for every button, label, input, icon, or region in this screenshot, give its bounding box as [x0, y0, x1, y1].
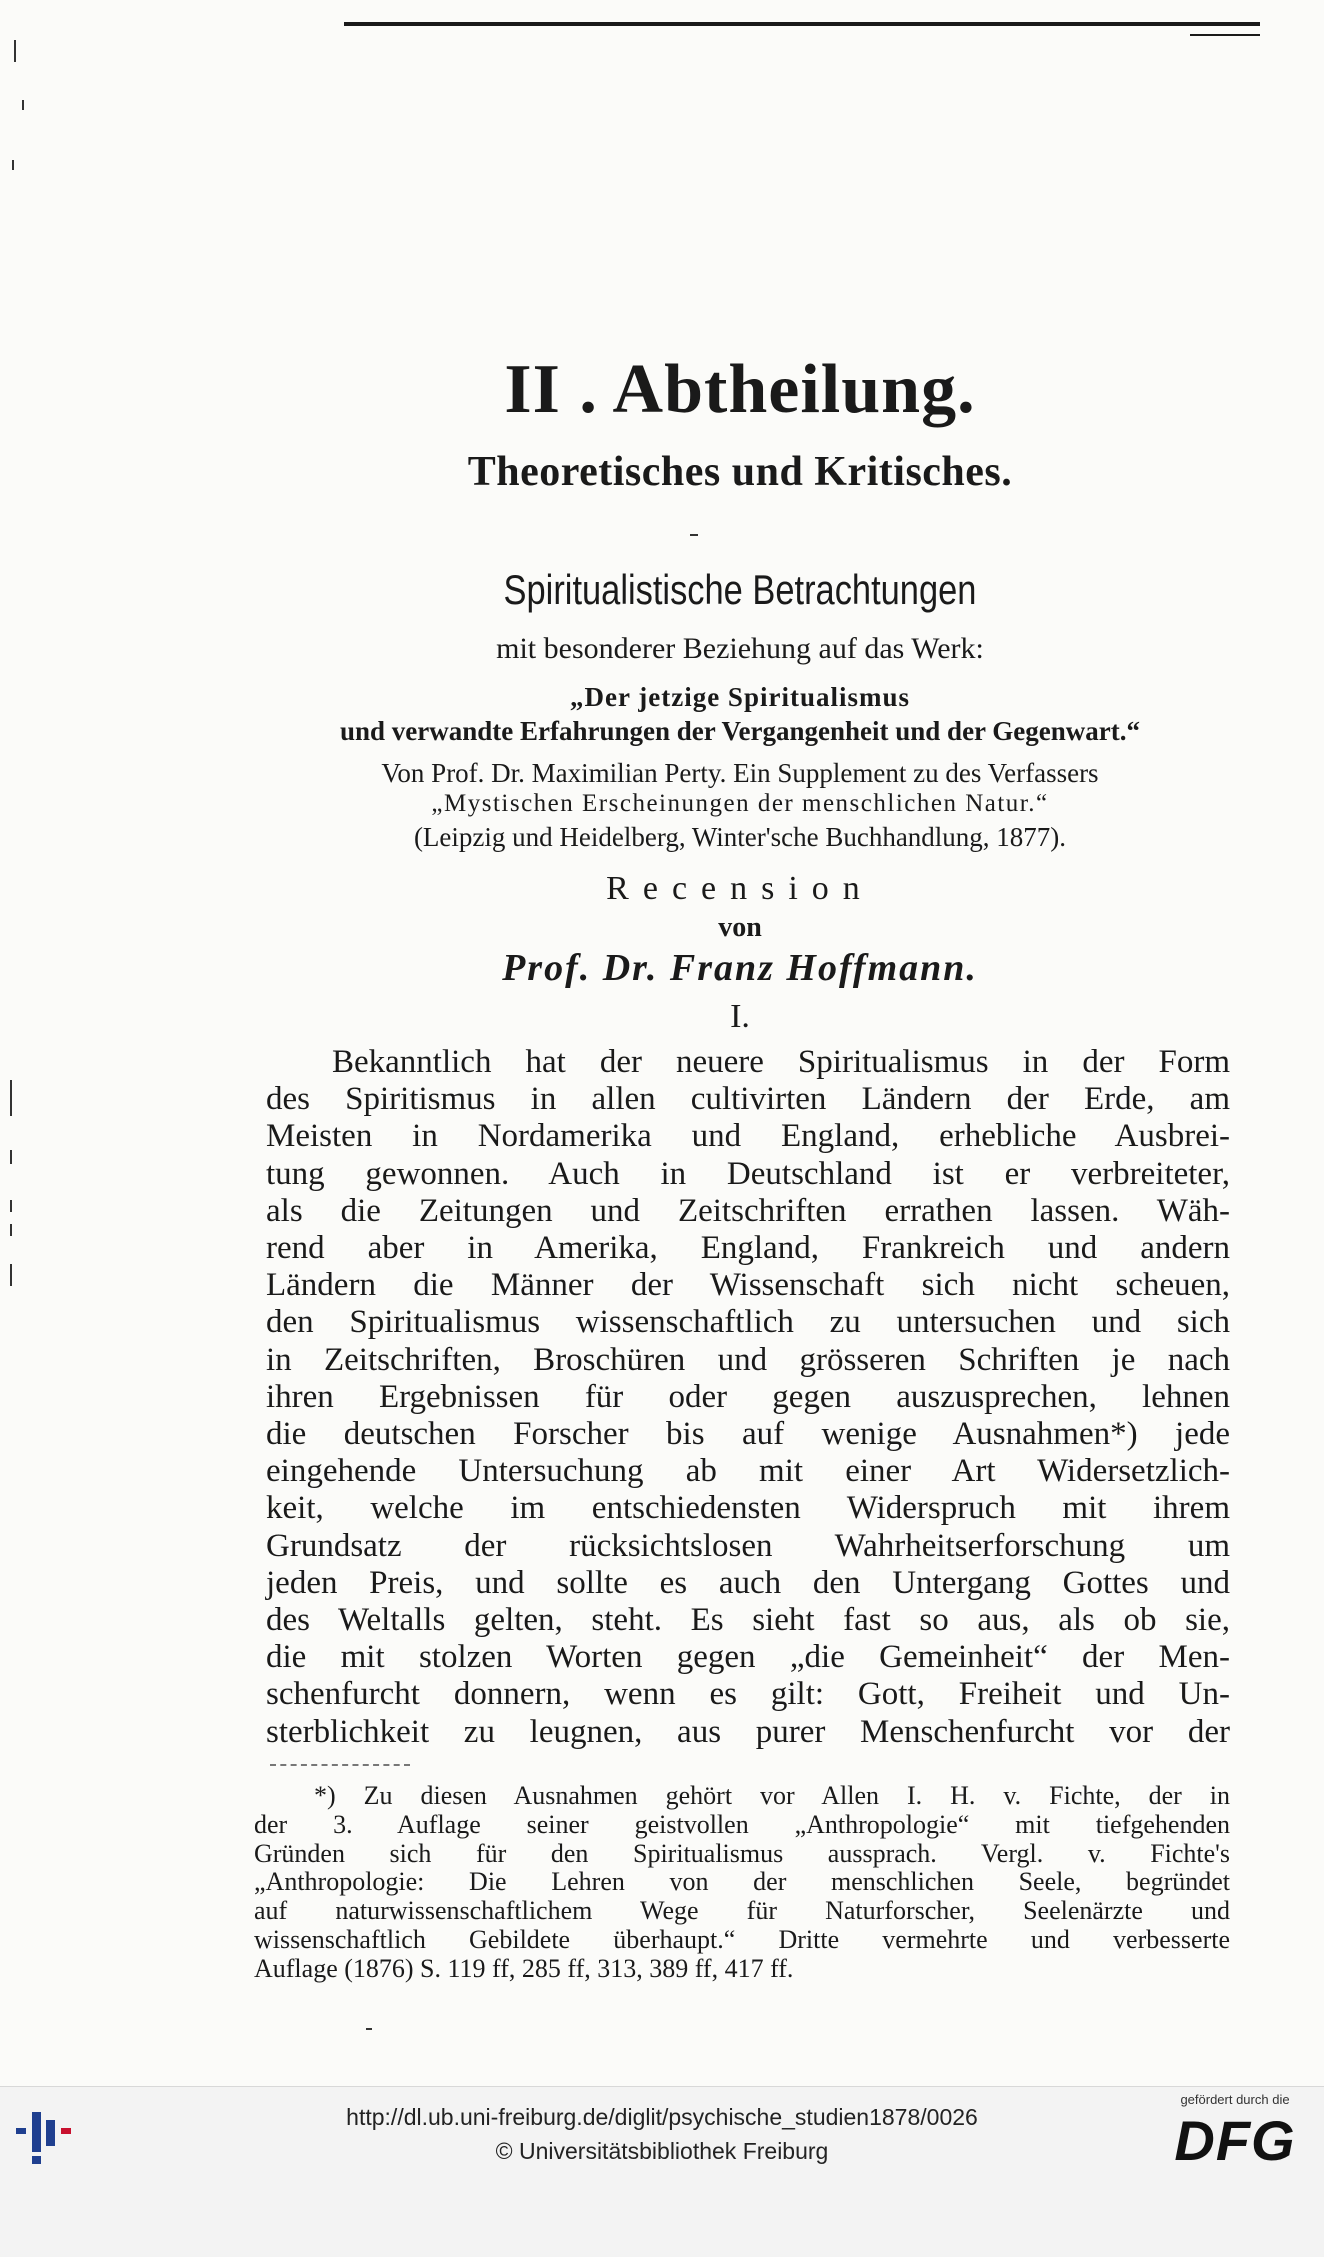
- edge-mark: [10, 1200, 12, 1212]
- text-line: in Zeitschriften, Broschüren und grösseren Schriften je nach: [266, 1341, 1230, 1378]
- text-line: rend aber in Amerika, England, Frankreich und andern: [266, 1230, 1230, 1267]
- book-publisher-line: (Leipzig und Heidelberg, Winter'sche Buchhandlung, 1877).: [413, 822, 1067, 852]
- dfg-logo: DFG: [1174, 2109, 1296, 2172]
- edge-mark: [10, 1150, 12, 1164]
- edge-mark: [14, 40, 16, 62]
- text-line: Meisten in Nordamerika und England, erhebliche Ausbrei-: [266, 1118, 1230, 1155]
- dfg-caption: gefördert durch die: [1180, 2092, 1290, 2107]
- edge-mark: [10, 1224, 12, 1236]
- footnote-separator: [270, 1764, 410, 1766]
- text-line: tung gewonnen. Auch in Deutschland ist er verbreiteter,: [266, 1155, 1230, 1192]
- text-line: die deutschen Forscher bis auf wenige Ausnahmen*) jede: [266, 1416, 1230, 1453]
- article-title: Spiritualistische Betrachtungen: [503, 566, 977, 613]
- footnote-line: *) Zu diesen Ausnahmen gehört vor Allen I. H. v. Fichte, der in: [314, 1781, 1230, 1810]
- text-line: Bekanntlich hat der neuere Spiritualismus in der Form: [332, 1044, 1230, 1080]
- top-rule-short: [1190, 34, 1260, 36]
- footnote: [254, 1782, 1230, 1984]
- text-line: eingehende Untersuchung ab mit einer Art Widersetzlich-: [266, 1453, 1230, 1490]
- footnote-line: Auflage (1876) S. 119 ff, 285 ff, 313, 389 ff, 417 ff.: [254, 1953, 794, 1983]
- footnote-line: auf naturwissenschaftlichem Wege für Naturforscher, Seelenärzte und: [254, 1896, 1230, 1926]
- text-line: schenfurcht donnern, wenn es gilt: Gott, Freiheit und Un-: [266, 1676, 1230, 1713]
- text-line: den Spiritualismus wissenschaftlich zu untersuchen und sich: [266, 1304, 1230, 1341]
- divider-dash: [690, 534, 698, 536]
- text-line: sterblichkeit zu leugnen, aus purer Menschenfurcht vor der: [266, 1713, 1230, 1750]
- edge-mark: [10, 1264, 12, 1286]
- text-line: ihren Ergebnissen für oder gegen auszusprechen, lehnen: [266, 1378, 1230, 1415]
- footnote-line: „Anthropologie: Die Lehren von der menschlichen Seele, begründet: [254, 1867, 1230, 1897]
- source-url-link[interactable]: http://dl.ub.uni-freiburg.de/diglit/psychische_studien1878/0026: [346, 2104, 978, 2130]
- text-line: des Weltalls gelten, steht. Es sieht fast so aus, als ob sie,: [266, 1602, 1230, 1639]
- book-reference-line: „Mystischen Erscheinungen der menschlichen Natur.“: [431, 790, 1049, 817]
- top-rule: [344, 22, 1260, 26]
- article-subtitle-line: mit besonderer Beziehung auf das Werk:: [496, 632, 984, 665]
- text-line: keit, welche im entschiedensten Widerspruch mit ihrem: [266, 1490, 1230, 1527]
- text-line: die mit stolzen Worten gegen „die Gemeinheit“ der Men-: [266, 1639, 1230, 1676]
- text-line: jeden Preis, und sollte es auch den Untergang Gottes und: [266, 1564, 1230, 1601]
- footnote-line: Gründen sich für den Spiritualismus aussprach. Vergl. v. Fichte's: [254, 1838, 1230, 1868]
- book-title-line: „Der jetzige Spiritualismus: [570, 682, 910, 712]
- book-author-line: Von Prof. Dr. Maximilian Perty. Ein Supplement zu des Verfassers: [381, 758, 1099, 788]
- footnote-line: der 3. Auflage seiner geistvollen „Anthropologie“ mit tiefgehenden: [254, 1809, 1230, 1839]
- footnote-line: wissenschaftlich Gebildete überhaupt.“ Dritte vermehrte und verbesserte: [254, 1924, 1230, 1954]
- body-text: [266, 1044, 1230, 1751]
- edge-mark: [22, 100, 24, 110]
- edge-mark: [12, 160, 14, 170]
- copyright-notice: © Universitätsbibliothek Freiburg: [495, 2138, 829, 2164]
- section-subtitle: Theoretisches und Kritisches.: [467, 449, 1013, 495]
- text-line: als die Zeitungen und Zeitschriften errathen lassen. Wäh-: [266, 1192, 1230, 1229]
- recension-label: Recension: [606, 870, 874, 907]
- von-label: von: [718, 912, 762, 943]
- part-number: I.: [730, 998, 750, 1035]
- text-line: des Spiritismus in allen cultivirten Ländern der Erde, am: [266, 1081, 1230, 1118]
- book-title-line: und verwandte Erfahrungen der Vergangenheit und der Gegenwart.“: [339, 716, 1141, 746]
- page-mark: [366, 2028, 372, 2030]
- text-line: Grundsatz der rücksichtslosen Wahrheitserforschung um: [266, 1527, 1230, 1564]
- text-line: Ländern die Männer der Wissenschaft sich nicht scheuen,: [266, 1267, 1230, 1304]
- reviewer-name: Prof. Dr. Franz Hoffmann.: [502, 947, 978, 989]
- edge-mark: [10, 1080, 12, 1116]
- section-heading: II . Abtheilung.: [504, 351, 976, 428]
